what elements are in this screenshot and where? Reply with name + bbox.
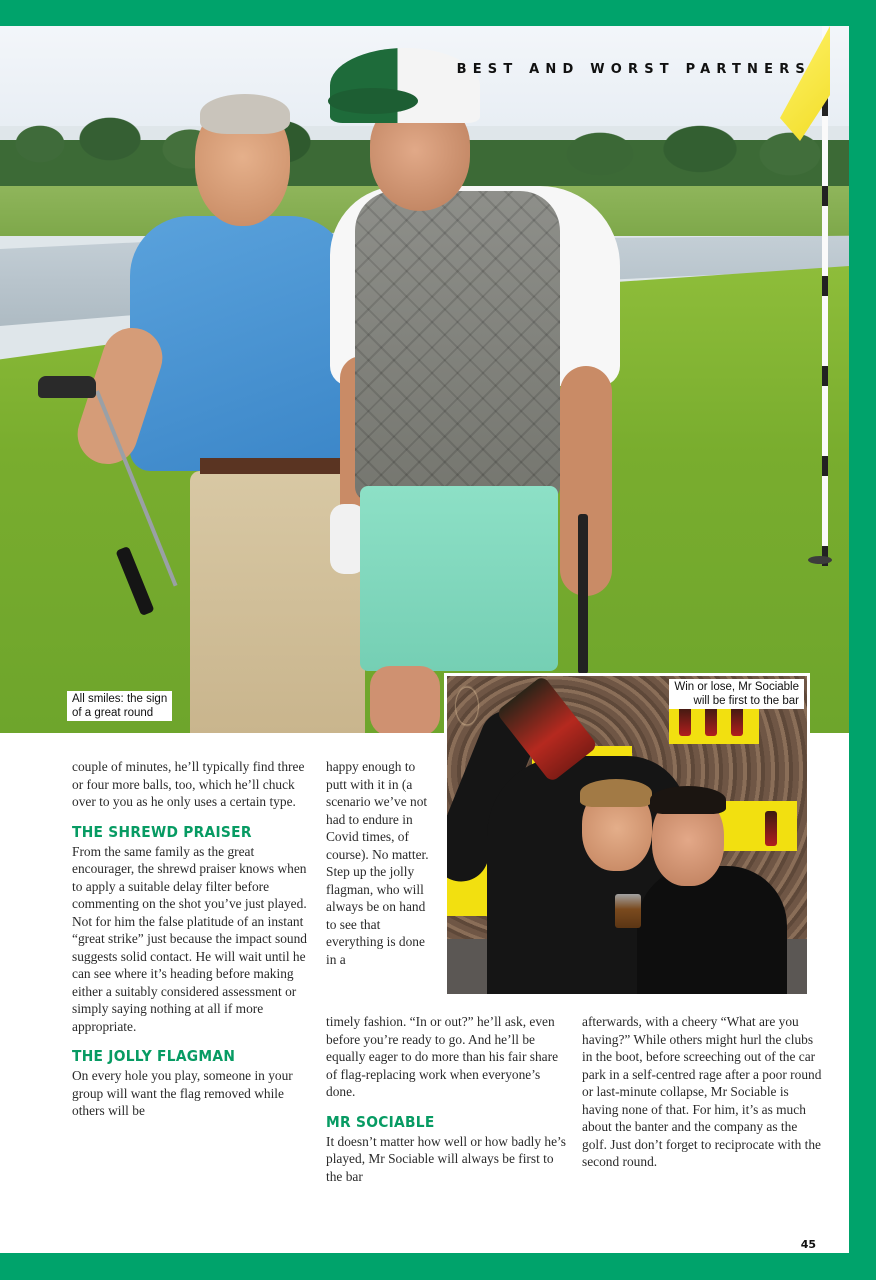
whisky-glass bbox=[615, 894, 641, 928]
hero-caption-line-1: All smiles: the sign bbox=[72, 693, 168, 705]
shrewd-praiser-body: From the same family as the great encourager, the shrewd praiser knows when to apply a suitable delay filter before commenting on the shot you’ve just played. Not for him the false platitude of an instant “great strike” just because the impact sound suggests solid contact. He will wait until he can see where it’s heading before making either a suitably considered assessment or simply saying nothing at all if more appropriate. bbox=[72, 843, 307, 1034]
older-golfer-hair bbox=[200, 94, 290, 134]
mr-sociable-continued: afterwards, with a cheery “What are you having?” While others might hurl the clubs in the boot, before screeching out of the car park in a self-centred rage after a poor round or last-minute collapse, Mr Sociable is having none of that. For him, it’s as much about the banter and the company as the golf. Just don’t forget to reciprocate with the second round. bbox=[582, 1014, 822, 1169]
yellow-shelf bbox=[717, 801, 797, 851]
magazine-page bbox=[0, 26, 849, 1253]
inset-photo-frame bbox=[444, 673, 810, 997]
text-column-2 bbox=[326, 1013, 566, 1185]
bar-photo bbox=[447, 676, 807, 994]
inset-caption-line-2: will be first to the bar bbox=[693, 695, 799, 707]
younger-golfer-quilted-vest bbox=[355, 191, 560, 501]
pouring-man-hair bbox=[580, 779, 652, 807]
text-column-1 bbox=[72, 758, 307, 1120]
flagpole bbox=[822, 26, 828, 566]
younger-golfer-leg bbox=[370, 666, 440, 733]
page-number: 45 bbox=[800, 1238, 816, 1251]
jolly-flagman-conclusion: timely fashion. “In or out?” he’ll ask, even before you’re ready to go. And he’ll be equally eager to do more than his fair share of flag-replacing work when everyone’s done. bbox=[326, 1014, 559, 1099]
jolly-flagman-continued: happy enough to putt with it in (a scenario we’ve not had to endure in Covid times, of course). No matter. Step up the jolly flagman, who will always be on hand to see that everything is done in a bbox=[326, 759, 429, 967]
heading-jolly-flagman: THE JOLLY FLAGMAN bbox=[72, 1047, 236, 1065]
putter-head bbox=[38, 376, 96, 398]
heading-mr-sociable: MR SOCIABLE bbox=[326, 1112, 435, 1131]
running-head: BEST AND WORST PARTNERS bbox=[456, 62, 811, 77]
text-column-2-narrow bbox=[326, 758, 438, 968]
golf-club bbox=[578, 514, 588, 674]
whisky-bottle bbox=[705, 706, 717, 736]
inset-caption-line-1: Win or lose, Mr Sociable bbox=[674, 681, 799, 693]
hero-photo bbox=[0, 26, 849, 733]
hero-caption-line-2: of a great round bbox=[72, 707, 154, 719]
younger-golfer-mint-shorts bbox=[360, 486, 558, 671]
drinking-man-hair bbox=[650, 786, 726, 814]
heading-shrewd-praiser: THE SHREWD PRAISER bbox=[72, 822, 252, 841]
whisky-bottle bbox=[731, 706, 743, 736]
whisky-bottle bbox=[679, 706, 691, 736]
intro-paragraph: couple of minutes, he’ll typically find three or four more balls, too, which he’ll chuck over to you as he only uses a certain type. bbox=[72, 759, 305, 809]
golf-hole bbox=[808, 556, 832, 564]
whisky-bottle bbox=[765, 811, 777, 846]
older-golfer-belt bbox=[200, 458, 340, 474]
inset-caption bbox=[669, 679, 804, 709]
mr-sociable-body: It doesn’t matter how well or how badly he’s played, Mr Sociable will always be first to the bar bbox=[326, 1133, 566, 1184]
cap-brim bbox=[328, 88, 418, 114]
text-column-3 bbox=[582, 1013, 822, 1171]
drinking-man-black-tshirt bbox=[637, 866, 787, 994]
jolly-flagman-body: On every hole you play, someone in your group will want the flag removed while others will be bbox=[72, 1068, 293, 1118]
older-golfer-blue-polo bbox=[130, 216, 350, 471]
hero-caption bbox=[67, 691, 172, 721]
